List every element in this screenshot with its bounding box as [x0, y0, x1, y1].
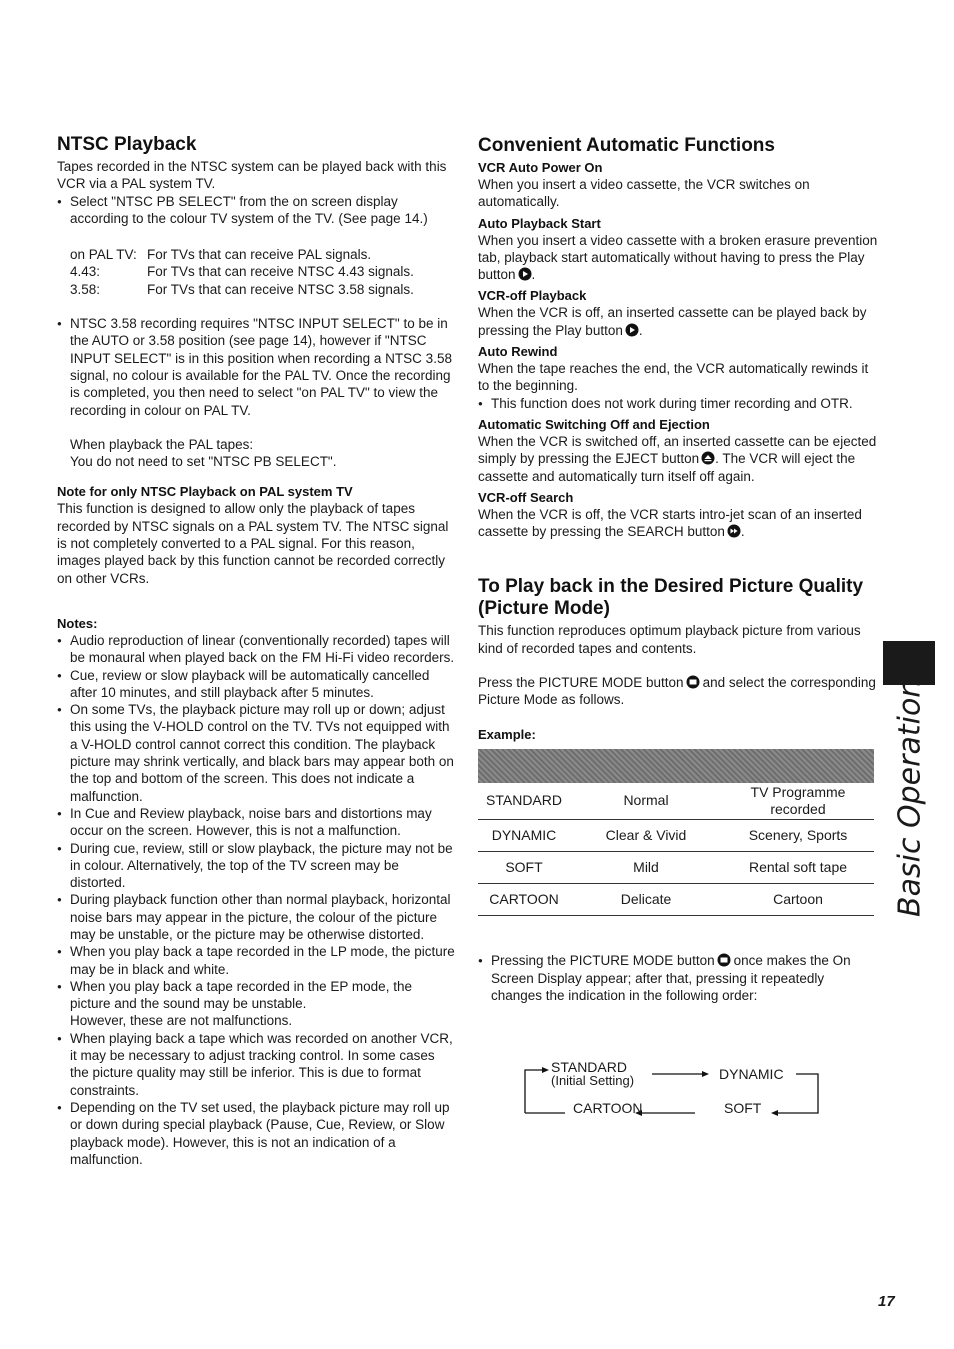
picture-mode-table	[478, 749, 874, 917]
picture-mode-button-circle-icon	[717, 953, 731, 967]
picture-mode-button-circle-icon	[686, 675, 700, 689]
picture-use-cell: Cartoon	[722, 884, 874, 916]
picture-mode-cell: SOFT	[478, 852, 570, 884]
table-row	[478, 852, 874, 884]
picture-mode-table-header	[478, 749, 874, 783]
eject-text-b: . The VCR will eject the cassette and automatically turn itself off again.	[478, 451, 856, 484]
picture-mode-press-a: Press the PICTURE MODE button	[478, 675, 684, 691]
eject-paragraph	[478, 433, 878, 485]
ntsc-intro: Tapes recorded in the NTSC system can be played back with this VCR via a PAL system TV.	[57, 159, 447, 192]
ntsc-option-key: 3.58:	[70, 281, 101, 297]
power-on-title: VCR Auto Power On	[478, 160, 603, 175]
ntsc-option-key: 4.43:	[70, 264, 101, 280]
table-row	[478, 820, 874, 852]
vcr-off-search-text: When the VCR is off, the VCR starts intro-jet scan of an inserted cassette by pressing the SEARCH button	[478, 506, 862, 540]
table-row	[478, 783, 874, 820]
example-label: Example:	[478, 726, 536, 742]
note-item: ● During playback function other than normal playback, horizontal noise bars may appear in the picture, the colour of the picture may be unstable, or the picture may be otherwise distorted.	[57, 891, 455, 943]
note-item: ● Cue, review or slow playback will be automatically cancelled after 10 minutes, and still playback after 5 minutes.	[57, 667, 455, 702]
ntsc-option-value: For TVs that can receive PAL signals.	[147, 247, 372, 263]
playback-start-title: Auto Playback Start	[478, 215, 601, 231]
auto-rewind-text: When the tape reaches the end, the VCR automatically rewinds it to the beginning.	[478, 361, 869, 394]
picture-mode-intro: This function reproduces optimum playback picture from various kind of recorded tapes and contents.	[478, 623, 861, 656]
vcr-off-playback-paragraph: When the VCR is off, an inserted cassette can be played back by pressing the Play button .	[478, 305, 867, 338]
picture-use-cell: Rental soft tape	[722, 852, 874, 884]
table-header-shading	[478, 749, 874, 783]
auto-functions-title: Convenient Automatic Functions	[478, 135, 775, 156]
play-button-circle-icon	[518, 267, 532, 281]
right-column	[478, 135, 878, 1004]
ntsc-option-value: For TVs that can receive NTSC 4.43 signals.	[147, 264, 414, 280]
ntsc-option-row	[70, 246, 414, 263]
flow-dynamic: DYNAMIC	[719, 1066, 784, 1082]
pal-playback-line2: You do not need to set "NTSC PB SELECT".	[70, 454, 337, 470]
ntsc-option-key: on PAL TV:	[70, 247, 137, 263]
picture-mode-press-b: and select the corresponding Picture Mode as follows.	[478, 675, 876, 708]
notes-list	[57, 632, 455, 1168]
picture-mode-bullet	[478, 952, 878, 1004]
picture-mode-order-diagram	[520, 1058, 830, 1120]
note-item: ● In Cue and Review playback, noise bars and distortions may occur on the screen. However, this is not a malfunction.	[57, 805, 455, 840]
vcr-off-playback-title: VCR-off Playback	[478, 288, 587, 304]
picture-mode-cell: STANDARD	[478, 783, 570, 820]
picture-mode-title	[478, 576, 878, 620]
picture-mode-bullet-a: Pressing the PICTURE MODE button	[491, 953, 715, 969]
picture-quality-cell: Normal	[570, 783, 722, 820]
auto-rewind-bullet: ● This function does not work during timer recording and OTR.	[478, 395, 878, 412]
page-number: 17	[878, 1293, 895, 1310]
note-item: ● During cue, review, still or slow playback, the picture may not be in colour. Alternatively, the top of the TV screen may be distorted.	[57, 840, 455, 892]
ntsc-option-row	[70, 263, 414, 280]
search-button-circle-icon	[727, 524, 741, 538]
picture-mode-title-line1: To Play back in the Desired Picture Quality	[478, 576, 864, 598]
eject-text-a: When the VCR is switched off, an inserted cassette can be ejected simply by pressing the EJECT button	[478, 433, 877, 467]
playback-start-paragraph: When you insert a video cassette with a broken erasure prevention tab, playback start automatically without having to press the Play button .	[478, 232, 878, 283]
picture-mode-bullet-b: once makes the On Screen Display appear; after that, pressing it repeatedly changes the indication in the following order:	[491, 953, 851, 1003]
auto-rewind-title: Auto Rewind	[478, 344, 558, 360]
note-item-extra: However, these are not malfunctions.	[70, 1013, 293, 1029]
picture-use-cell: TV Programme recorded	[722, 783, 874, 820]
note-item: ● When playing back a tape which was recorded on another VCR, it may be necessary to adjust tracking control. In some cases the picture quality may still be inferior. This is due to format constraints.	[57, 1030, 455, 1099]
flow-standard: STANDARD	[551, 1059, 627, 1075]
ntsc-option-row	[70, 281, 414, 298]
left-column	[57, 134, 455, 1168]
note-item: ● Depending on the TV set used, the playback picture may roll up or down during special playback (Pause, Cue, Review, or Slow playback mode). However, this is not an indication of a malfunction.	[57, 1099, 455, 1168]
ntsc-option-value: For TVs that can receive NTSC 3.58 signals.	[147, 281, 414, 297]
ntsc-bullet-select: ● Select "NTSC PB SELECT" from the on screen display according to the colour TV system of the TV. (See page 14.)	[57, 193, 455, 228]
note-item: ● On some TVs, the playback picture may roll up or down; adjust this using the V-HOLD control on the TV. TVs not equipped with a V-HOLD control cannot correct this condition. The playback picture may shrink vertically, and black bars may appear both on the top and bottom of the screen. This does not indicate a malfunction.	[57, 701, 455, 805]
eject-title: Automatic Switching Off and Ejection	[478, 416, 710, 432]
picture-quality-cell: Mild	[570, 852, 722, 884]
ntsc-note-text: This function is designed to allow only the playback of tapes recorded by NTSC signals on a PAL system TV. The NTSC signal is not completely converted to a PAL signal. For this reason, images played back by this function cannot be recorded correctly on other VCRs.	[57, 501, 449, 586]
vcr-off-playback-text: When the VCR is off, an inserted cassette can be played back by pressing the Play button	[478, 305, 867, 338]
flow-cartoon: CARTOON	[573, 1100, 643, 1116]
picture-use-cell: Scenery, Sports	[722, 820, 874, 852]
pal-playback-line1: When playback the PAL tapes:	[70, 436, 254, 452]
picture-quality-cell: Clear & Vivid	[570, 820, 722, 852]
table-row	[478, 884, 874, 916]
ntsc-options-table	[70, 246, 414, 298]
note-item: ● When you play back a tape recorded in the EP mode, the picture and the sound may be unstable.	[57, 978, 455, 1013]
flow-soft: SOFT	[724, 1100, 762, 1116]
playback-start-text: When you insert a video cassette with a broken erasure prevention tab, playback start automatically without having to press the Play button	[478, 232, 878, 283]
power-on-text: When you insert a video cassette, the VCR switches on automatically.	[478, 177, 810, 210]
picture-mode-title-line2: (Picture Mode)	[478, 598, 610, 620]
section-tab-label	[880, 663, 940, 917]
picture-mode-cell: CARTOON	[478, 884, 570, 916]
ntsc-note-title: Note for only NTSC Playback on PAL system TV	[57, 484, 353, 500]
play-button-circle-icon	[625, 323, 639, 337]
vcr-off-search-title: VCR-off Search	[478, 489, 574, 505]
notes-title: Notes:	[57, 615, 98, 631]
note-item: ● When you play back a tape recorded in the LP mode, the picture may be in black and white.	[57, 943, 455, 978]
picture-mode-cell: DYNAMIC	[478, 820, 570, 852]
note-item: ● Audio reproduction of linear (conventionally recorded) tapes will be monaural when played back on the FM Hi-Fi video recorders.	[57, 632, 455, 667]
flow-initial-setting: (Initial Setting)	[551, 1073, 635, 1088]
ntsc-bullet-358: ● NTSC 3.58 recording requires "NTSC INPUT SELECT" to be in the AUTO or 3.58 position (see page 14), however if "NTSC INPUT SELECT" is in this position when recording a NTSC 3.58 signal, no colour is available for the PAL TV. Once the recording is completed, you then need to select "on PAL TV" to view the recording in colour on PAL TV.	[57, 315, 455, 419]
picture-mode-press-paragraph	[478, 674, 878, 709]
ntsc-playback-title: NTSC Playback	[57, 134, 197, 155]
section-tab-text: Basic Operations	[892, 663, 928, 917]
vcr-off-search-paragraph: When the VCR is off, the VCR starts intro-jet scan of an inserted cassette by pressing the SEARCH button .	[478, 506, 862, 540]
eject-button-circle-icon	[701, 451, 715, 465]
picture-quality-cell: Delicate	[570, 884, 722, 916]
